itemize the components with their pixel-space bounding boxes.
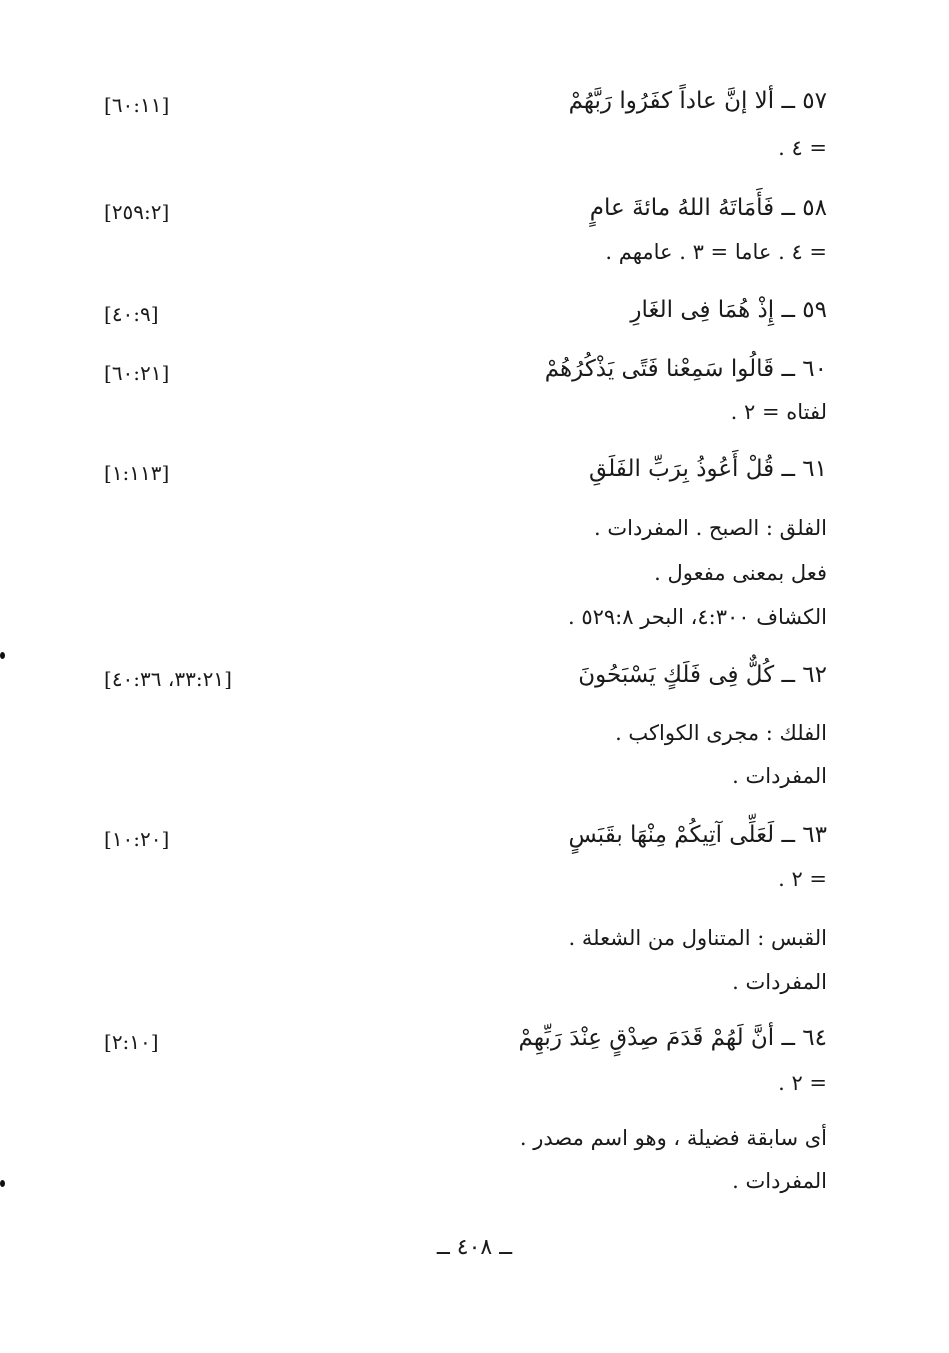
verse-61-note-2: فعل بمعنى مفعول . xyxy=(654,561,827,585)
verse-64-note-1: = ٢ . xyxy=(778,1071,827,1095)
verse-61-note-3: الكشاف ٤:٣٠٠، البحر ٥٢٩:٨ . xyxy=(567,605,827,629)
verse-58: ٥٨ ــ فَأَمَاتَهُ اللهُ مائةَ عامٍ xyxy=(589,195,827,221)
verse-60-note-1: لفتاه = ٢ . xyxy=(730,400,827,424)
verse-64-reference: [٢:١٠] xyxy=(104,1030,159,1054)
verse-63: ٦٣ ــ لَعَلِّى آتِيكُمْ مِنْهَا بقَبَسٍ xyxy=(568,822,827,848)
verse-57-note-1: = ٤ . xyxy=(778,136,827,160)
verse-58-note-1: = ٤ . عاما = ٣ . عامهم . xyxy=(605,240,827,264)
verse-57: ٥٧ ــ ألا إنَّ عاداً كفَرُوا رَبَّهُمْ xyxy=(568,88,827,114)
verse-59-reference: [٤٠:٩] xyxy=(104,302,159,326)
verse-61-reference: [١:١١٣] xyxy=(104,461,170,485)
verse-64: ٦٤ ــ أنَّ لَهُمْ قَدَمَ صِدْقٍ عِنْدَ رَبِّهِمْ xyxy=(518,1025,827,1051)
verse-62-reference: [٣٣:٢١، ٤٠:٣٦] xyxy=(104,667,232,691)
verse-61: ٦١ ــ قُلْ أَعُوذُ بِرَبِّ الفَلَقِ xyxy=(589,456,827,482)
verse-61-note-1: الفلق : الصبح . المفردات . xyxy=(594,516,827,540)
verse-64-note-3: المفردات . xyxy=(732,1169,827,1193)
verse-62-note-2: المفردات . xyxy=(732,764,827,788)
verse-57-reference: [٦٠:١١] xyxy=(104,93,170,117)
verse-62-note-1: الفلك : مجرى الكواكب . xyxy=(615,721,827,745)
verse-60-reference: [٦٠:٢١] xyxy=(104,361,170,385)
verse-62: ٦٢ ــ كُلٌّ فِى فَلَكٍ يَسْبَحُونَ xyxy=(578,662,827,688)
page-number: ــ ٤٠٨ ــ xyxy=(436,1235,513,1260)
verse-60: ٦٠ ــ قَالُوا سَمِعْنا فَتًى يَذْكُرُهُمْ xyxy=(544,356,827,382)
verse-59: ٥٩ ــ إِذْ هُمَا فِى الغَارِ xyxy=(630,297,827,323)
verse-63-note-3: المفردات . xyxy=(732,970,827,994)
scan-speck xyxy=(0,652,5,659)
verse-63-note-1: = ٢ . xyxy=(778,867,827,891)
scan-speck xyxy=(0,1180,5,1187)
verse-58-reference: [٢٥٩:٢] xyxy=(104,200,170,224)
verse-64-note-2: أى سابقة فضيلة ، وهو اسم مصدر . xyxy=(519,1126,827,1150)
verse-63-reference: [١٠:٢٠] xyxy=(104,827,170,851)
verse-63-note-2: القبس : المتناول من الشعلة . xyxy=(568,926,827,950)
